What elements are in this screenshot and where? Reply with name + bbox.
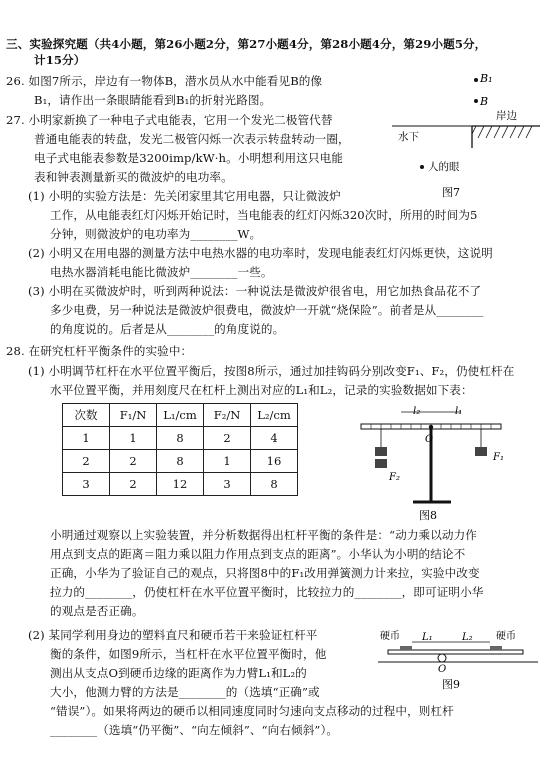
q28-line: 大小，他测力臂的方法是________的（选填“正确”或 (50, 685, 320, 699)
q28-line: (2) 某同学利用身边的塑料直尺和硬币若干来验证杠杆平 (28, 628, 318, 642)
table-row (63, 427, 298, 450)
b-label: B (480, 95, 489, 108)
q28-line: 用点到支点的距离＝阻力乘以阻力作用点到支点的距离”。小华认为小明的结论不 (50, 547, 466, 561)
shore-hatching (472, 126, 532, 138)
coin-right (490, 646, 502, 650)
fig7-caption: 图7 (442, 186, 460, 199)
q28-line: ________（选填“仍平衡”、“向左倾斜”、“向右倾斜”）。 (50, 723, 339, 737)
figure-8 (355, 402, 515, 522)
f2-label: F₂ (389, 472, 400, 483)
q26-line1: 26. 如图7所示，岸边有一物体B，潜水员从水中能看见B的像 (6, 74, 323, 88)
figure-9 (378, 630, 543, 692)
table-row (63, 450, 298, 473)
q27-line: 27. 小明家新换了一种电子式电能表，它用一个发光二极管代替 (6, 113, 333, 127)
q27-line: 电热水器消耗电能比微波炉________一些。 (50, 265, 273, 279)
table-cell: 8 (157, 450, 204, 473)
table-cell: 2 (110, 450, 157, 473)
table-cell: 2 (63, 450, 110, 473)
fig8-caption: 图8 (419, 509, 437, 522)
table-header: F₁/N (110, 404, 157, 427)
q27-line: 工作，从电能表红灯闪烁开始记时，当电能表的红灯闪烁320次时，所用的时间为5 (50, 208, 478, 222)
q27-line: (3) 小明在买微波炉时，听到两种说法：一种说法是微波炉很省电，用它加热食品花不了 (28, 284, 482, 298)
table-cell: 1 (63, 427, 110, 450)
table-cell: 1 (110, 427, 157, 450)
coin-left (400, 646, 412, 650)
table-header: L₁/cm (157, 404, 204, 427)
table-cell: 2 (204, 427, 251, 450)
fig9-caption: 图9 (442, 678, 460, 691)
q27-line: 普通电能表的转盘，发光二极管闪烁一次表示转盘转动一圈， (34, 132, 350, 146)
coin-left-label: 硬币 (380, 631, 400, 642)
b1-label: B₁ (480, 72, 493, 85)
table-cell: 4 (251, 427, 298, 450)
ruler-lever (388, 650, 523, 654)
section-total: 计15分） (34, 53, 86, 67)
q27-line: 多少电费，另一种说法是微波炉很费电，微波炉一开就“烧保险”。前者是从________ (50, 303, 484, 317)
q28-line: 测出从支点O到硬币边缘的距离作为力臂L₁和L₂的 (50, 666, 307, 680)
table-cell: 12 (157, 473, 204, 496)
water-label: 水下 (398, 131, 419, 143)
l2-label: l₂ (413, 406, 421, 417)
q28-line: 正确，小华为了验证自己的观点，只将图8中的F₁改用弹簧测力计来拉，实验中改变 (50, 566, 480, 580)
eye-point (420, 165, 424, 169)
figure-7 (392, 68, 542, 216)
q28-line: “错误”）。如果将两边的硬币以相同速度同时匀速向支点移动的过程中，则杠杆 (50, 704, 454, 718)
eye-label: 人的眼 (428, 161, 460, 173)
b1-point (474, 78, 478, 82)
l1-label: L₁ (422, 632, 433, 643)
q28-line: 拉力的________，仍使杠杆在水平位置平衡时，比较拉力的________，即可证明小华 (50, 585, 484, 599)
q27-line: 电子式电能表参数是3200imp/kW·h。小明想利用这只电能 (34, 151, 344, 165)
q26-line2: B₁，请作出一条眼睛能看到B₁的折射光路图。 (34, 93, 272, 107)
pivot (429, 425, 433, 429)
table-header: F₂/N (204, 404, 251, 427)
q27-line: (1) 小明的实验方法是：先关闭家里其它用电器，只让微波炉 (28, 189, 341, 203)
table-cell: 8 (251, 473, 298, 496)
q27-line: 的角度说的。后者是从________的角度说的。 (50, 322, 285, 336)
q28-line: 衡的条件，如图9所示，当杠杆在水平位置平衡时，他 (50, 647, 327, 661)
left-weight (375, 459, 387, 468)
table-cell: 2 (110, 473, 157, 496)
section-title: 三、实验探究题（共4小题，第26小题2分，第27小题4分，第28小题4分，第29小题5分， (6, 37, 487, 51)
left-weight (375, 447, 387, 456)
table-cell: 16 (251, 450, 298, 473)
shore-label: 岸边 (496, 110, 517, 122)
table-cell: 3 (204, 473, 251, 496)
f1-label: F₁ (493, 452, 504, 463)
fulcrum (438, 654, 446, 662)
q28-line: (1) 小明调节杠杆在水平位置平衡后，按图8所示，通过加挂钩码分别改变F₁、F₂，仍使杠杆在 (28, 364, 515, 378)
l1-label: l₁ (455, 406, 463, 417)
table-cell: 1 (204, 450, 251, 473)
data-table (62, 403, 298, 496)
right-weight (475, 447, 487, 456)
table-cell: 8 (157, 427, 204, 450)
q27-line: 分钟，则微波炉的电功率为________W。 (50, 227, 262, 241)
q28-line: 小明通过观察以上实验装置，并分析数据得出杠杆平衡的条件是：“动力乘以动力作 (50, 528, 478, 542)
q28-line: 水平位置平衡，并用刻度尺在杠杆上测出对应的L₁和L₂，记录的实验数据如下表： (50, 383, 473, 397)
l2-label: L₂ (462, 632, 473, 643)
coin-right-label: 硬币 (496, 631, 516, 642)
pivot-label: O (425, 434, 434, 445)
fulcrum-label: O (438, 664, 447, 675)
table-header: 次数 (63, 404, 110, 427)
q27-line: (2) 小明又在用电器的测量方法中电热水器的电功率时，发现电能表红灯闪烁更快，这说明 (28, 246, 493, 260)
b-point (474, 99, 478, 103)
table-header-row (63, 404, 298, 427)
table-row (63, 473, 298, 496)
table-header: L₂/cm (251, 404, 298, 427)
q27-line: 表和钟表测量新买的微波炉的电功率。 (34, 170, 233, 184)
q28-title: 28. 在研究杠杆平衡条件的实验中： (6, 344, 193, 358)
table-cell: 3 (63, 473, 110, 496)
q28-line: 的观点是否正确。 (50, 604, 144, 618)
